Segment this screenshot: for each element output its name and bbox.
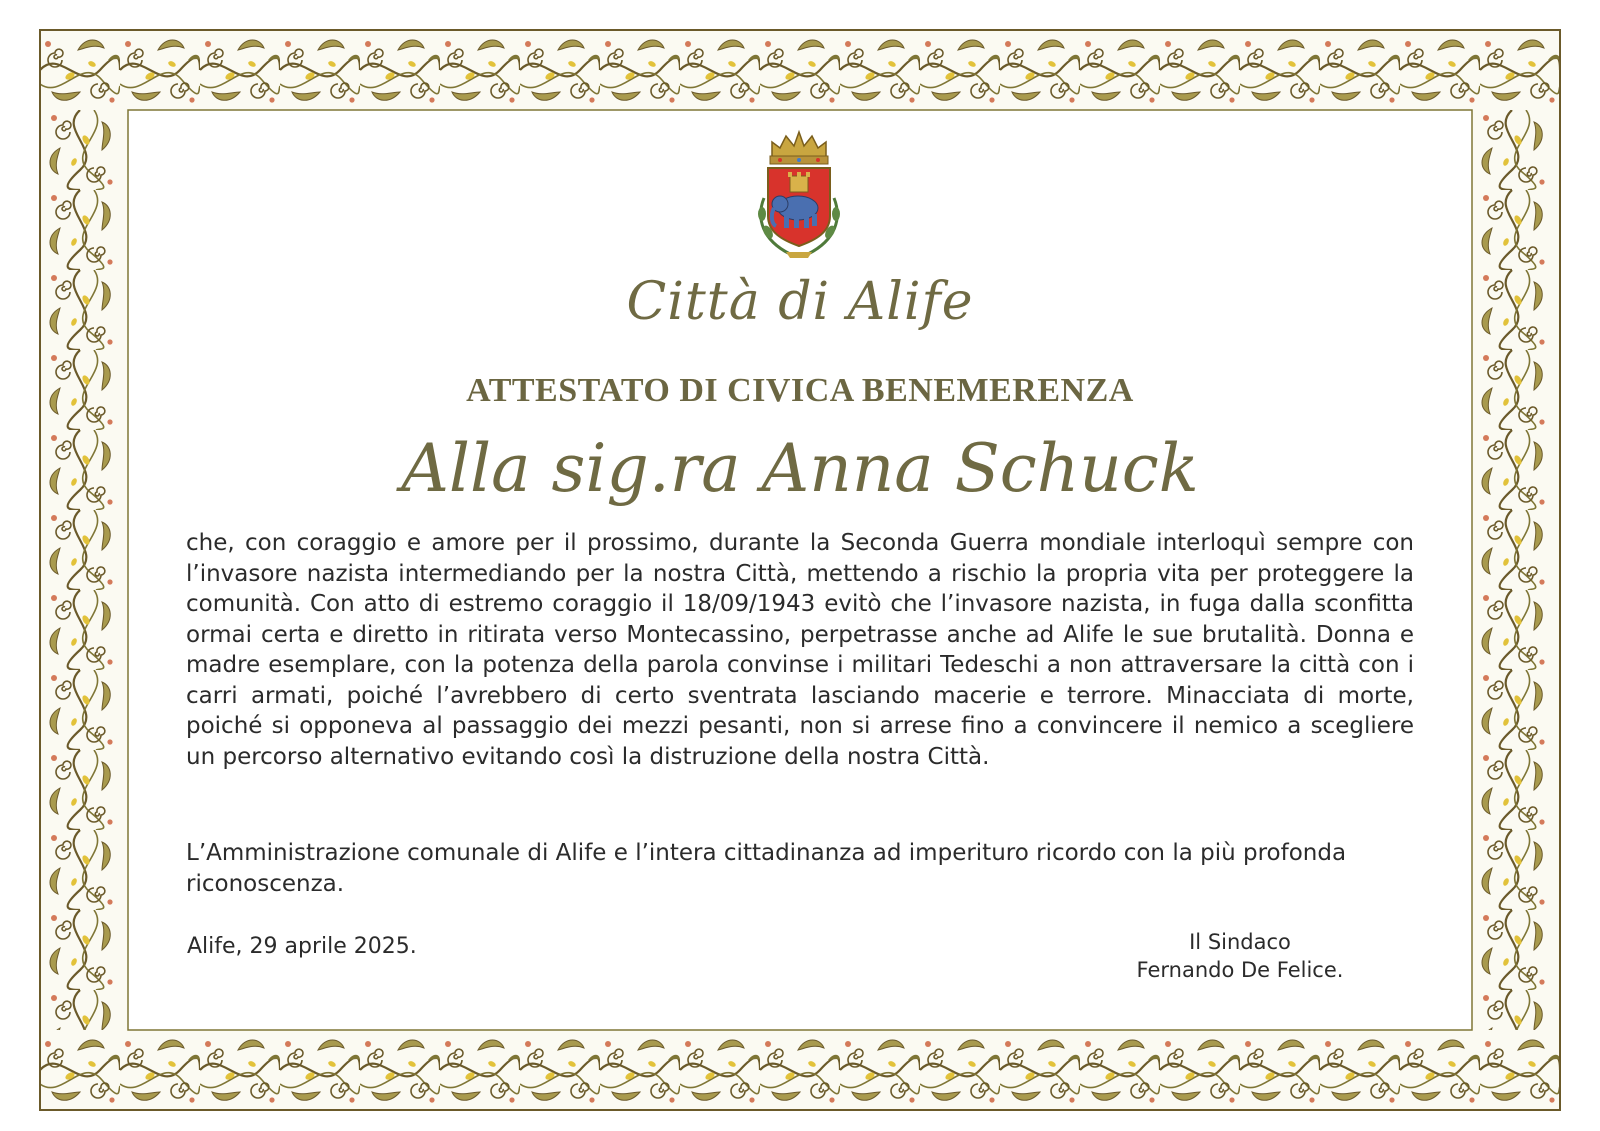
closing-text: L’Amministrazione comunale di Alife e l’intera cittadinanza ad imperituro ricordo con la più profonda riconoscenza.: [186, 840, 1347, 897]
document-title: ATTESTATO DI CIVICA BENEMERENZA: [466, 372, 1134, 409]
coat-of-arms-icon: [750, 128, 848, 264]
signer-role: Il Sindaco: [1189, 930, 1291, 954]
signature-block: [1100, 928, 1380, 984]
city-name: Città di Alife: [626, 272, 974, 332]
citation-text: che, con coraggio e amore per il prossimo, durante la Seconda Guerra mondiale interloquì sempre con l’invasore nazista intermediando per la nostra Città, mettendo a rischio la propria vita per proteggere la comunità. Con atto di estremo coraggio il 18/09/1943 evitò che l’invasore nazista, in fuga dalla sconfitta ormai certa e diretto in ritirata verso Montecassino, perpetrasse anche ad Alife le sue brutalità. Donna e madre esemplare, con la potenza della parola convinse i militari Tedeschi a non attraversare la città con i carri armati, poiché l’avrebbero di certo sventrata lasciando macerie e terrore. Minacciata di morte, poiché si opponeva al passaggio dei mezzi pesanti, non si arrese fino a convincere il nemico a scegliere un percorso alternativo evitando così la distruzione della nostra Città.: [186, 530, 1414, 770]
signer-name: Fernando De Felice.: [1136, 958, 1344, 982]
place-date: Alife, 29 aprile 2025.: [187, 934, 417, 959]
recipient-name: Alla sig.ra Anna Schuck: [401, 430, 1199, 507]
